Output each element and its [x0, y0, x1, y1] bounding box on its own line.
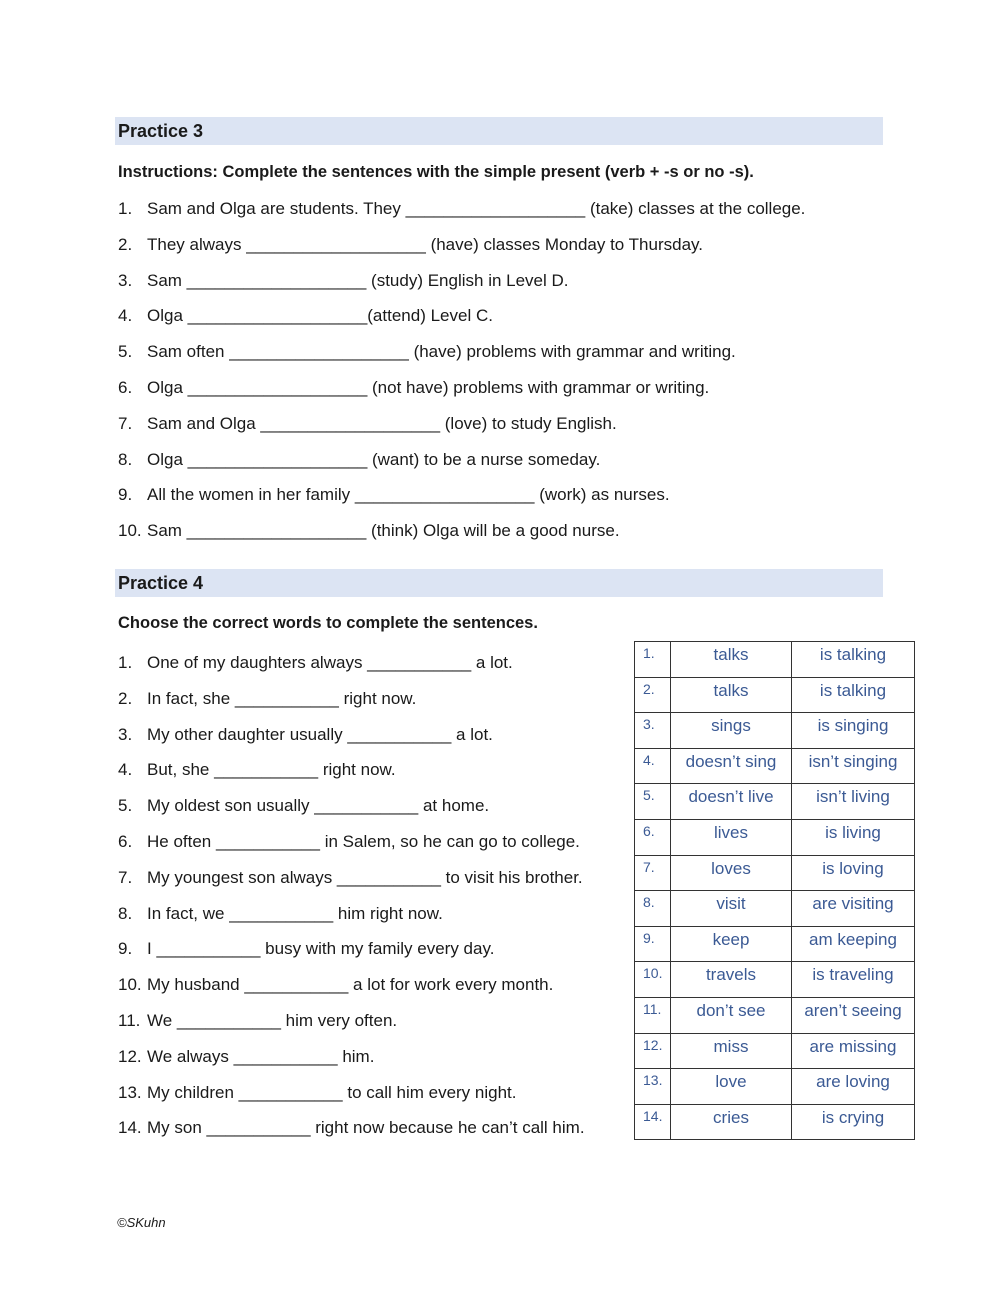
choice-row	[635, 926, 915, 962]
sentence-text: My oldest son usually ___________ at home.	[147, 796, 490, 816]
sentence-text: Sam ___________________ (think) Olga will be a good nurse.	[147, 521, 620, 541]
sentence-row	[118, 688, 416, 710]
sentence-number: 7.	[118, 867, 133, 887]
sentence-number: 9.	[118, 485, 133, 505]
choice-number: 11.	[635, 997, 671, 1033]
sentence-number: 12.	[118, 1046, 142, 1066]
choice-row	[635, 642, 915, 678]
choice-number: 13.	[635, 1069, 671, 1105]
sentence-row	[118, 974, 553, 996]
sentence-row	[118, 484, 670, 506]
sentence-text: In fact, she ___________ right now.	[147, 688, 417, 708]
choice-row	[635, 997, 915, 1033]
sentence-row	[118, 652, 513, 674]
sentence-text: He often ___________ in Salem, so he can go to college.	[147, 832, 580, 851]
sentence-text: In fact, we ___________ him right now.	[147, 903, 443, 923]
sentence-row	[118, 1117, 585, 1139]
choice-number: 5.	[635, 784, 671, 820]
choice-row	[635, 819, 915, 855]
choice-option-a: sings	[671, 713, 792, 749]
choice-number: 2.	[635, 677, 671, 713]
choice-option-a: doesn’t live	[671, 784, 792, 820]
choice-number: 10.	[635, 962, 671, 998]
sentence-text: My husband ___________ a lot for work every month.	[147, 975, 554, 995]
choice-option-b: isn’t singing	[792, 748, 915, 784]
sentence-row	[118, 1010, 397, 1032]
choice-option-b: is loving	[792, 855, 915, 891]
choice-option-a: travels	[671, 962, 792, 998]
sentence-text: One of my daughters always ___________ a lot.	[147, 653, 513, 672]
choice-option-b: aren’t seeing	[792, 997, 915, 1033]
choice-number: 12.	[635, 1033, 671, 1069]
sentence-number: 3.	[118, 270, 133, 290]
choice-row	[635, 1069, 915, 1105]
sentence-number: 8.	[118, 449, 133, 469]
choice-row	[635, 1033, 915, 1069]
sentence-text: We ___________ him very often.	[147, 1011, 398, 1030]
sentence-text: Sam often ___________________ (have) problems with grammar and writing.	[147, 342, 736, 362]
choice-number: 1.	[635, 642, 671, 678]
choice-number: 14.	[635, 1104, 671, 1140]
sentence-row	[118, 867, 583, 889]
choice-number: 9.	[635, 926, 671, 962]
choice-option-b: are loving	[792, 1069, 915, 1105]
practice3-header: Practice 3	[115, 117, 883, 145]
sentence-row	[118, 1082, 517, 1104]
choice-option-b: isn’t living	[792, 784, 915, 820]
sentence-row	[118, 759, 396, 781]
choice-option-b: is talking	[792, 642, 915, 678]
sentence-number: 5.	[118, 796, 133, 816]
sentence-number: 10.	[118, 975, 142, 995]
choice-option-a: miss	[671, 1033, 792, 1069]
choice-row	[635, 677, 915, 713]
sentence-number: 7.	[118, 413, 133, 433]
practice4-header: Practice 4	[115, 569, 883, 597]
sentence-row	[118, 305, 493, 327]
choice-option-b: is talking	[792, 677, 915, 713]
choice-option-a: doesn’t sing	[671, 748, 792, 784]
sentence-row	[118, 198, 805, 220]
choice-number: 4.	[635, 748, 671, 784]
sentence-text: My youngest son always ___________ to visit his brother.	[147, 867, 583, 887]
sentence-text: They always ___________________ (have) classes Monday to Thursday.	[147, 234, 704, 254]
sentence-text: All the women in her family ___________________ (work) as nurses.	[147, 485, 670, 505]
sentence-text: Sam and Olga ___________________ (love) to study English.	[147, 413, 617, 433]
choice-option-a: talks	[671, 677, 792, 713]
choice-row	[635, 748, 915, 784]
sentence-number: 14.	[118, 1118, 142, 1138]
sentence-row	[118, 795, 489, 817]
choice-option-a: lives	[671, 819, 792, 855]
choice-option-b: is traveling	[792, 962, 915, 998]
sentence-row	[118, 938, 494, 960]
sentence-row	[118, 831, 580, 853]
choice-number: 7.	[635, 855, 671, 891]
sentence-number: 2.	[118, 688, 133, 708]
sentence-row	[118, 413, 617, 435]
choice-row	[635, 713, 915, 749]
sentence-number: 13.	[118, 1082, 142, 1102]
practice3-instructions: Instructions: Complete the sentences with the simple present (verb + -s or no -s).	[118, 163, 754, 181]
choice-number: 3.	[635, 713, 671, 749]
choice-option-a: keep	[671, 926, 792, 962]
sentence-row	[118, 270, 569, 292]
choice-row	[635, 962, 915, 998]
sentence-row	[118, 1046, 374, 1068]
choice-option-b: are missing	[792, 1033, 915, 1069]
choice-option-b: is singing	[792, 713, 915, 749]
choice-option-a: don’t see	[671, 997, 792, 1033]
sentence-row	[118, 724, 493, 746]
sentence-text: Sam and Olga are students. They ___________________ (take) classes at the college.	[147, 199, 806, 218]
sentence-number: 10.	[118, 521, 142, 541]
sentence-number: 4.	[118, 760, 133, 780]
choices-table	[634, 641, 915, 1140]
choice-row	[635, 1104, 915, 1140]
sentence-number: 4.	[118, 306, 133, 326]
sentence-text: I ___________ busy with my family every day.	[147, 939, 495, 959]
choice-row	[635, 855, 915, 891]
sentence-text: My other daughter usually ___________ a lot.	[147, 724, 493, 744]
sentence-row	[118, 520, 620, 542]
sentence-text: Olga ___________________ (want) to be a nurse someday.	[147, 449, 601, 469]
choice-option-b: is crying	[792, 1104, 915, 1140]
choice-option-a: loves	[671, 855, 792, 891]
choice-option-a: love	[671, 1069, 792, 1105]
choice-number: 6.	[635, 819, 671, 855]
choice-row	[635, 891, 915, 927]
sentence-text: Olga ___________________ (not have) problems with grammar or writing.	[147, 378, 710, 397]
sentence-number: 6.	[118, 832, 133, 851]
choice-option-a: visit	[671, 891, 792, 927]
choice-option-b: am keeping	[792, 926, 915, 962]
choice-option-b: is living	[792, 819, 915, 855]
sentence-text: My son ___________ right now because he can’t call him.	[147, 1118, 585, 1138]
sentence-number: 2.	[118, 234, 133, 254]
sentence-text: My children ___________ to call him every night.	[147, 1082, 517, 1102]
sentence-row	[118, 449, 600, 471]
choice-row	[635, 784, 915, 820]
sentence-number: 8.	[118, 903, 133, 923]
sentence-number: 9.	[118, 939, 133, 959]
practice4-instructions: Choose the correct words to complete the sentences.	[118, 614, 538, 632]
choice-number: 8.	[635, 891, 671, 927]
choice-option-b: are visiting	[792, 891, 915, 927]
sentence-row	[118, 903, 443, 925]
choice-option-a: talks	[671, 642, 792, 678]
sentence-row	[118, 234, 703, 256]
sentence-row	[118, 341, 736, 363]
choice-option-a: cries	[671, 1104, 792, 1140]
copyright-footer: ©SKuhn	[117, 1215, 166, 1230]
sentence-text: We always ___________ him.	[147, 1046, 375, 1066]
sentence-number: 6.	[118, 378, 133, 397]
sentence-row	[118, 377, 709, 399]
sentence-number: 5.	[118, 342, 133, 362]
sentence-text: Sam ___________________ (study) English in Level D.	[147, 270, 569, 290]
sentence-text: But, she ___________ right now.	[147, 760, 396, 780]
sentence-number: 3.	[118, 724, 133, 744]
sentence-text: Olga ___________________(attend) Level C.	[147, 306, 493, 326]
sentence-number: 1.	[118, 199, 133, 218]
sentence-number: 1.	[118, 653, 133, 672]
sentence-number: 11.	[118, 1011, 141, 1030]
